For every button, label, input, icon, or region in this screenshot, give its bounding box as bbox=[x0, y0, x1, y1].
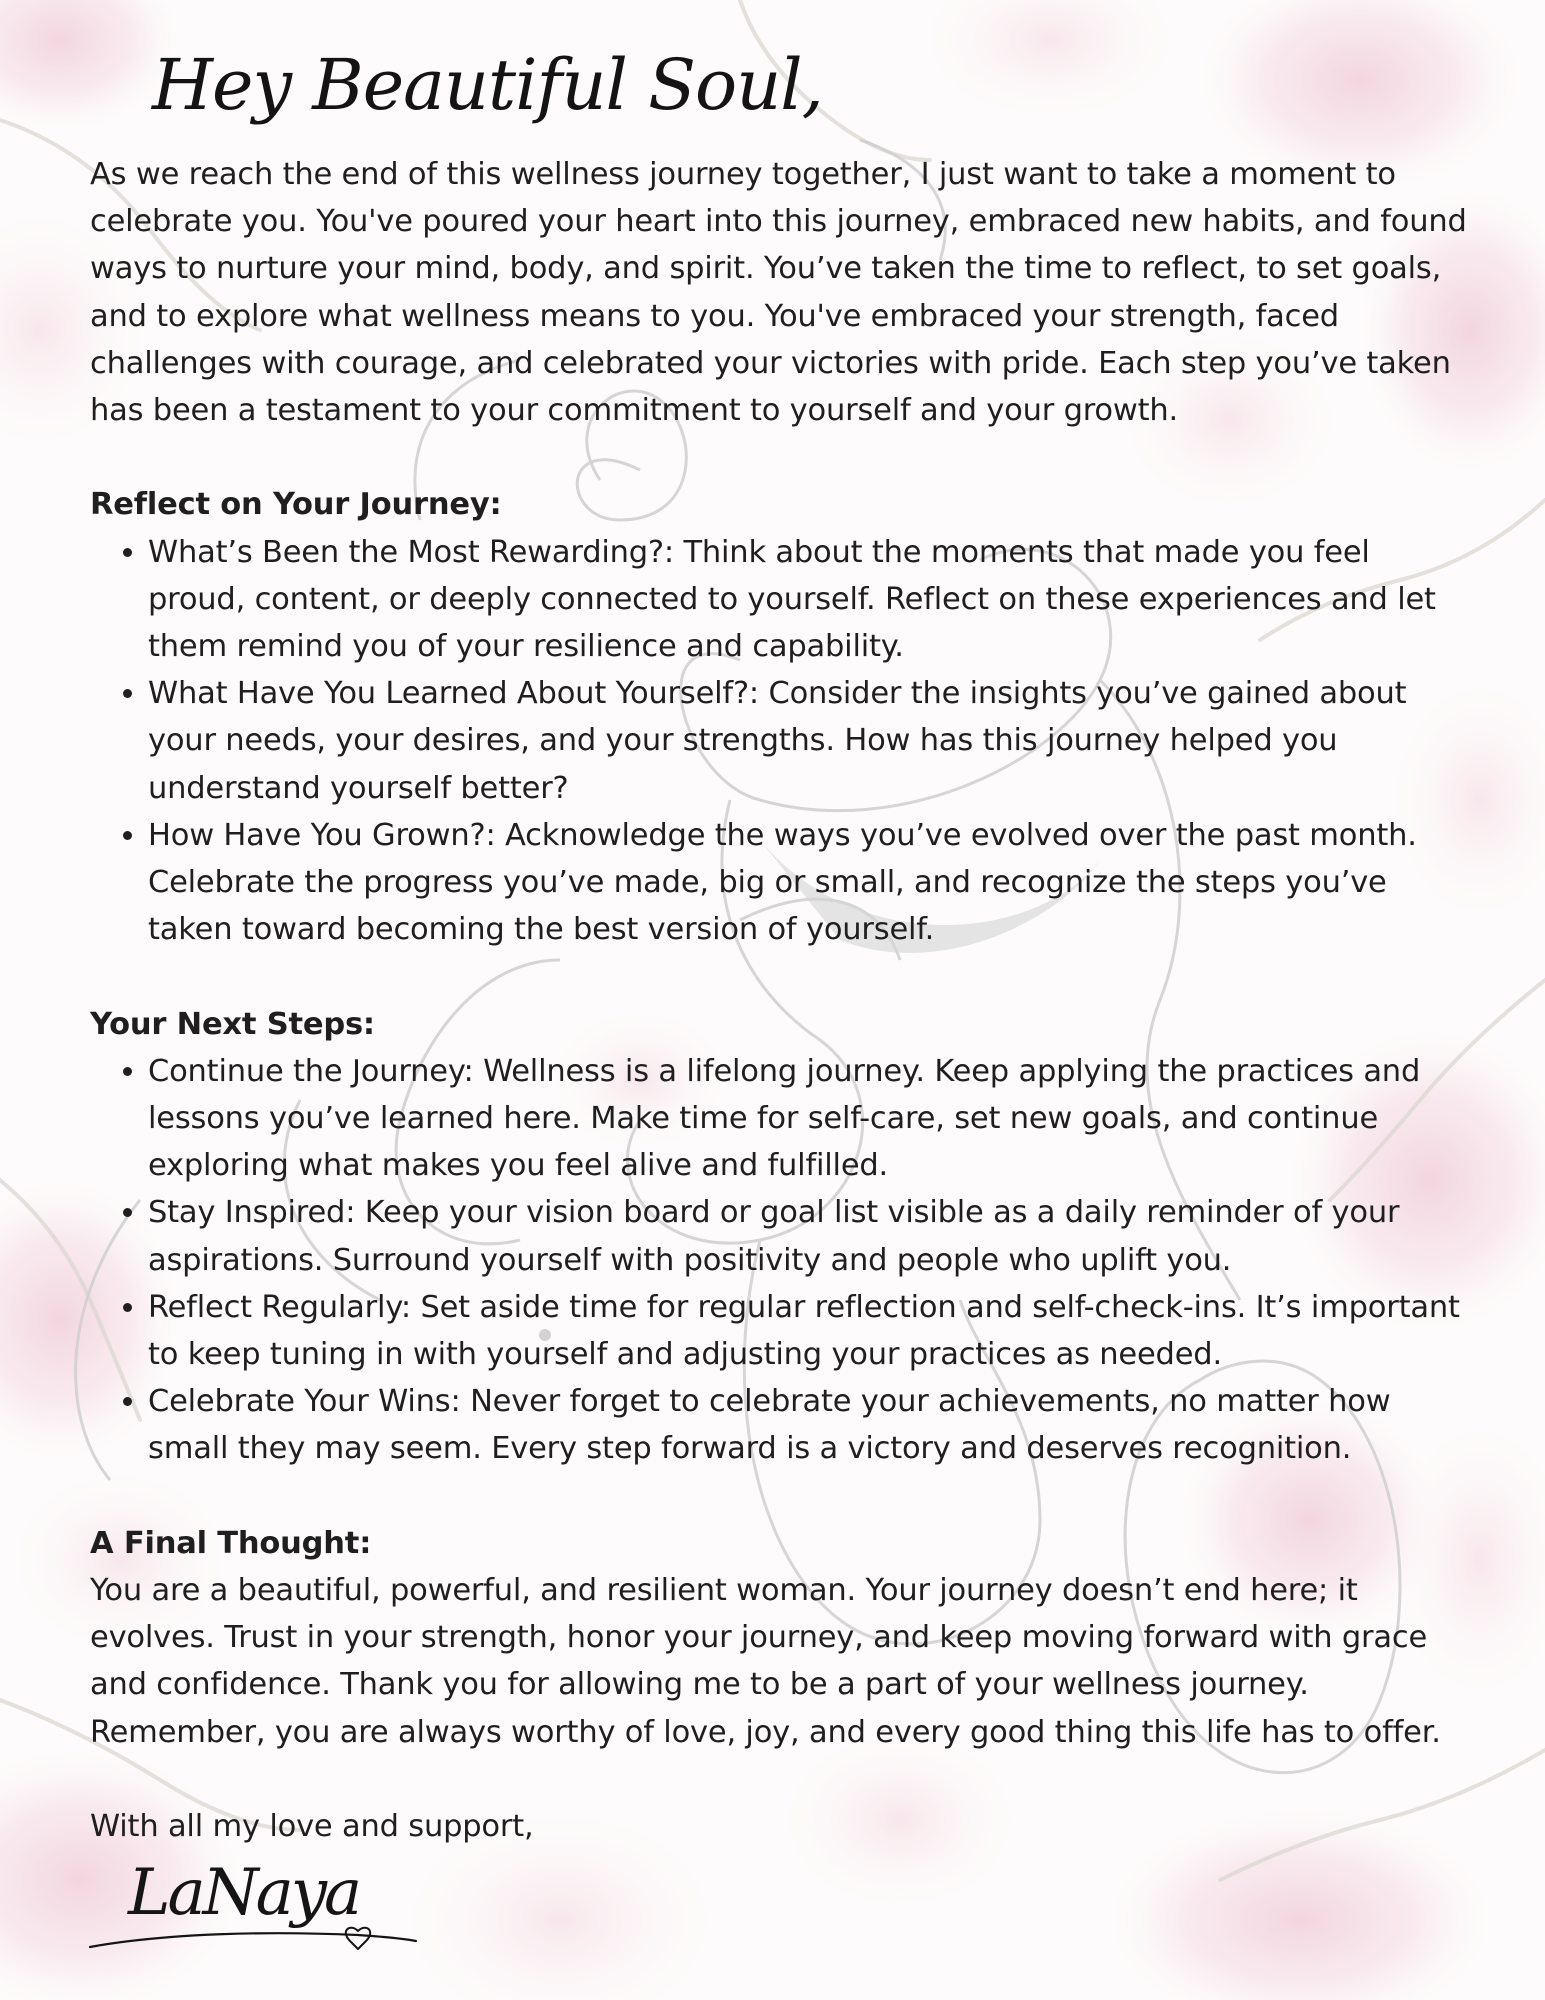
reflect-heading: Reflect on Your Journey: bbox=[90, 487, 502, 523]
list-item: • Stay Inspired: Keep your vision board or goal list visible as a daily reminder of your aspirations. Surround yourself with positivity and people who uplift you. bbox=[148, 1189, 1470, 1283]
next-steps-list bbox=[90, 1048, 1470, 1473]
signoff-text: With all my love and support, bbox=[90, 1809, 534, 1845]
list-item: • Celebrate Your Wins: Never forget to celebrate your achievements, no matter how small they may seem. Every step forward is a victory and deserves recognition. bbox=[148, 1378, 1470, 1472]
list-item: • Continue the Journey: Wellness is a lifelong journey. Keep applying the practices and lessons you’ve learned here. Make time for self-care, set new goals, and continue exploring what makes you feel alive and fulfilled. bbox=[148, 1048, 1470, 1190]
list-item: • Reflect Regularly: Set aside time for regular reflection and self-check-ins. It’s important to keep tuning in with yourself and adjusting your practices as needed. bbox=[148, 1284, 1470, 1378]
reflect-list bbox=[90, 529, 1470, 954]
signature-underline-icon bbox=[88, 1845, 418, 1955]
list-item: • What Have You Learned About Yourself?: Consider the insights you’ve gained about your needs, your desires, and your strengths. How has this journey helped you understand yourself better? bbox=[148, 670, 1470, 812]
next-steps-heading: Your Next Steps: bbox=[90, 1006, 375, 1042]
signature bbox=[88, 1845, 418, 1955]
final-thought-paragraph: You are a beautiful, powerful, and resilient woman. Your journey doesn’t end here; it evolves. Trust in your strength, honor your journey, and keep moving forward with grace and confidence. Thank you for allowing me to be a part of your wellness journey. Remember, you are always worthy of love, joy, and every good thing this life has to offer. bbox=[90, 1573, 1441, 1750]
letter-body bbox=[90, 151, 1470, 1850]
greeting-script: Hey Beautiful Soul, bbox=[152, 44, 823, 126]
intro-paragraph: As we reach the end of this wellness journey together, I just want to take a moment to celebrate you. You've poured your heart into this journey, embraced new habits, and found ways to nurture your mind, body, and spirit. You’ve taken the time to reflect, to set goals, and to explore what wellness means to you. You've embraced your strength, faced challenges with courage, and celebrated your victories with pride. Each step you’ve taken has been a testament to your commitment to yourself and your growth. bbox=[90, 157, 1467, 429]
signature-name: LaNaya bbox=[128, 1856, 360, 1930]
list-item: • What’s Been the Most Rewarding?: Think about the moments that made you feel proud, content, or deeply connected to yourself. Reflect on these experiences and let them remind you of your resilience and capability. bbox=[148, 529, 1470, 671]
list-item: • How Have You Grown?: Acknowledge the ways you’ve evolved over the past month. Celebrate the progress you’ve made, big or small, and recognize the steps you’ve taken toward becoming the best version of yourself. bbox=[148, 812, 1470, 954]
final-thought-heading: A Final Thought: bbox=[90, 1525, 372, 1561]
